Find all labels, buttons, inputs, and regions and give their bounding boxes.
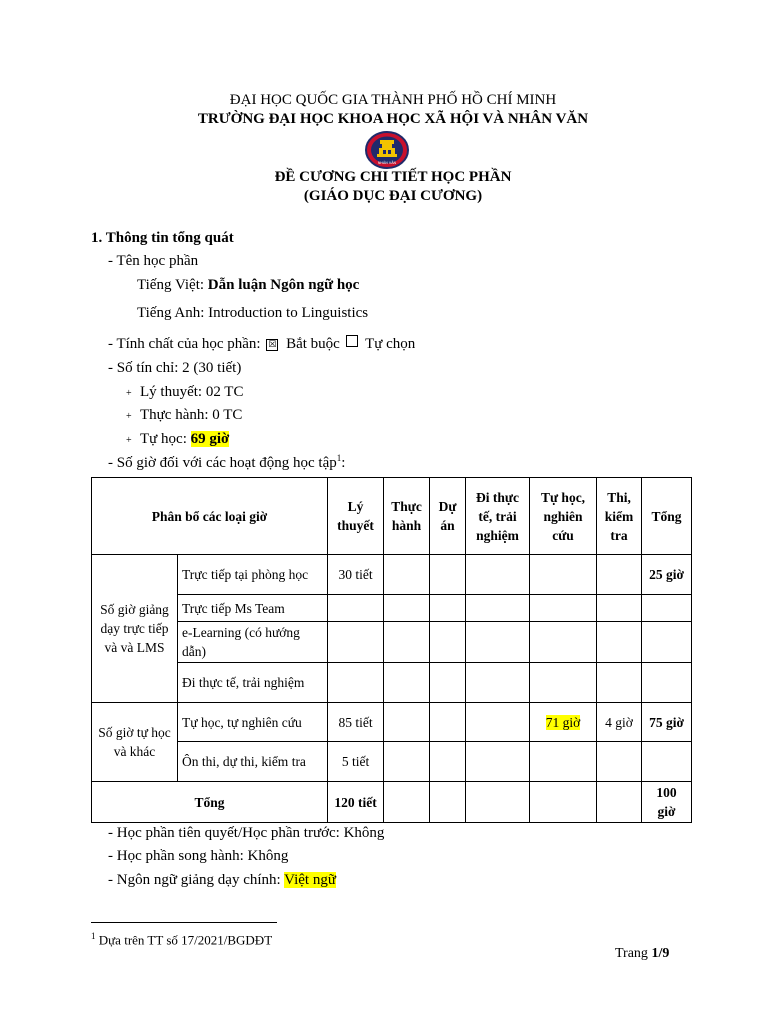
credits-line: - Số tín chỉ: 2 (30 tiết) [108,360,242,376]
table-row: Ôn thi, dự thi, kiểm tra 5 tiết [92,742,692,782]
group-teaching: Số giờ giảng dạy trực tiếp và và LMS [92,555,178,703]
page-number: Trang 1/9 [615,946,670,961]
course-name-english: Tiếng Anh: Introduction to Linguistics [137,305,369,321]
table-row: Số giờ tự học và khác Tự học, tự nghiên cứu 85 tiết 71 giờ 4 giờ 75 giờ [92,703,692,742]
university-name: ĐẠI HỌC QUỐC GIA THÀNH PHỐ HỒ CHÍ MINH [229,92,557,108]
table-row: Trực tiếp Ms Team [92,595,692,622]
header-project: Dự án [430,478,466,555]
theory-credits: + Lý thuyết: 02 TC [114,384,243,401]
hours-table [91,477,692,823]
svg-text:NHÂN VĂN: NHÂN VĂN [377,161,397,165]
document-title: ĐỀ CƯƠNG CHI TIẾT HỌC PHẦN [274,169,512,185]
nature-label: - Tính chất của học phần: [108,336,265,352]
required-checkbox[interactable]: ☒ [268,340,277,350]
table-row: Đi thực tế, trải nghiệm [92,663,692,703]
optional-checkbox[interactable] [346,335,358,347]
footnote-ref[interactable]: 1 [336,453,342,463]
section-heading: 1. Thông tin tổng quát [91,230,234,246]
header-theory: Lý thuyết [328,478,384,555]
self-study-hours: + Tự học: 69 giờ [114,431,229,448]
course-name-label: - Tên học phần [108,253,199,269]
school-name: TRƯỜNG ĐẠI HỌC KHOA HỌC XÃ HỘI VÀ NHÂN VĂN [197,111,589,127]
table-total-row: Tổng 120 tiết 100 giờ [92,782,692,823]
vn-label: Tiếng Việt: [137,277,208,293]
hours-label: - Số giờ đối với các hoạt động học tập$^1$: [108,453,346,471]
header-practice: Thực hành [384,478,430,555]
optional-label: Tự chọn [365,336,416,352]
bullet-icon: + [126,435,132,446]
header-allocation: Phân bổ các loại giờ [92,478,328,555]
group-self-study: Số giờ tự học và khác [92,703,178,782]
header-total: Tổng [642,478,692,555]
header-exam: Thi, kiểm tra [597,478,642,555]
language-value: Việt ngữ [284,872,336,888]
table-header-row [92,478,692,555]
header-self-study: Tự học, nghiên cứu [530,478,597,555]
footnote-mark: 1 [91,931,96,941]
parallel-course-line: - Học phần song hành: Không [108,848,289,864]
university-logo [365,131,409,169]
table-row: Số giờ giảng dạy trực tiếp và và LMS Trực tiếp tại phòng học 30 tiết 25 giờ [92,555,692,595]
course-name-vietnamese [137,277,359,294]
footnote-divider [91,922,277,923]
bullet-icon: + [126,388,132,399]
footnote: $^1$ Dựa trên TT số 17/2021/BGDĐT [91,931,273,948]
document-subtitle: (GIÁO DỤC ĐẠI CƯƠNG) [303,188,483,204]
course-nature [108,335,415,353]
table-row: e-Learning (có hướng dẫn) [92,622,692,663]
teaching-language-line: - Ngôn ngữ giảng dạy chính: Việt ngữ [108,872,336,888]
header-field-trip: Đi thực tế, trải nghiệm [466,478,530,555]
self-study-hours-cell: 71 giờ [545,714,581,730]
bullet-icon: + [126,411,132,422]
vn-value: Dẫn luận Ngôn ngữ học [207,277,360,293]
required-label: Bắt buộc [286,336,340,352]
prerequisite-line: - Học phần tiên quyết/Học phần trước: Không [108,825,385,841]
practice-credits: + Thực hành: 0 TC [114,407,242,424]
self-study-value: 69 giờ [190,431,230,447]
